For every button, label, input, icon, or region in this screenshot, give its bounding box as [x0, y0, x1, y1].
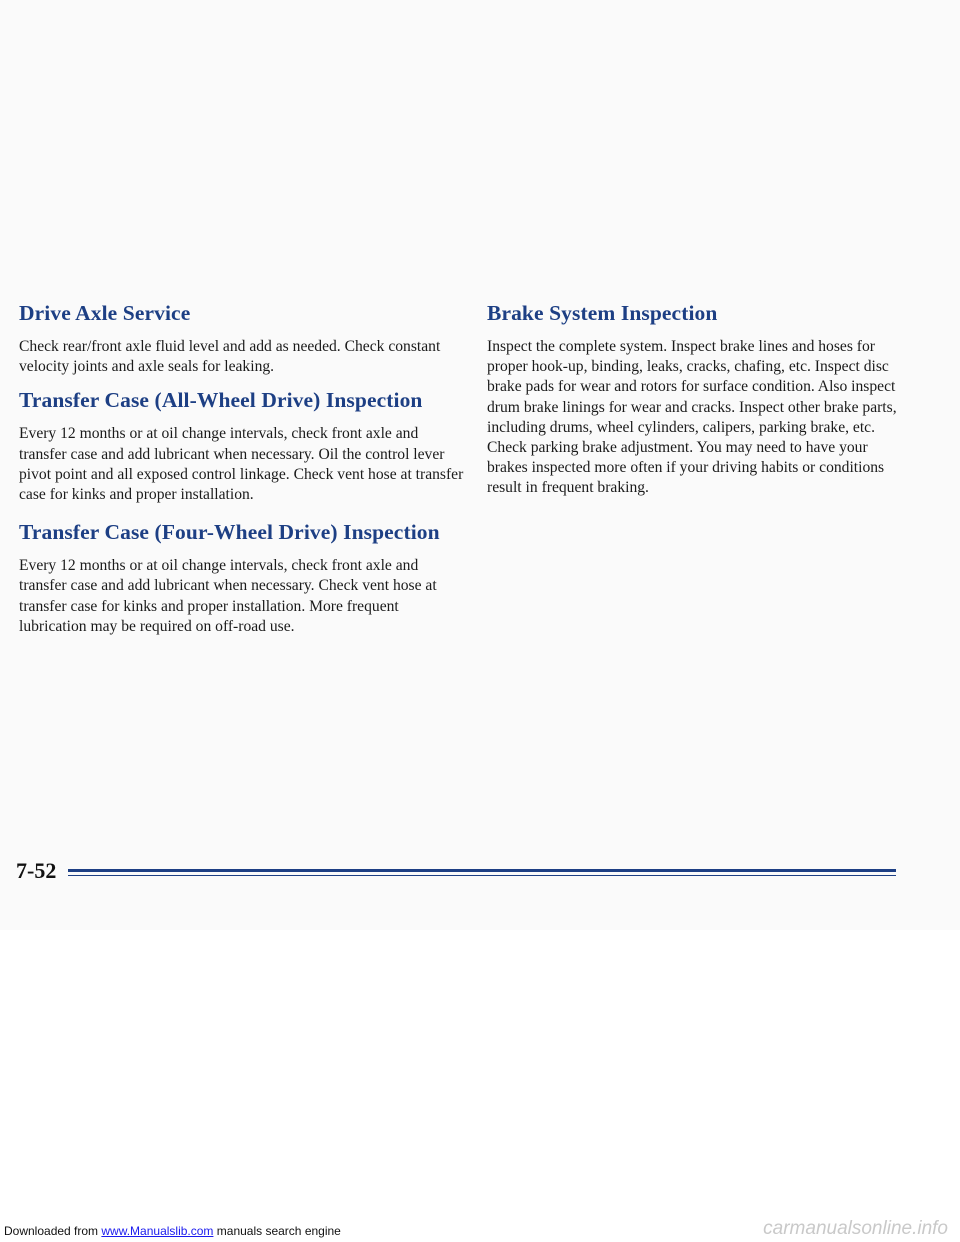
heading-transfer-case-awd: Transfer Case (All-Wheel Drive) Inspection — [19, 388, 423, 413]
heading-drive-axle-service: Drive Axle Service — [19, 301, 191, 325]
body-transfer-case-awd: Every 12 months or at oil change intervals, check front axle and transfer case and add lubricant when necessary. Oil the control lever pivot point and all exposed control linkage. Check vent hose at transfer case for kinks and proper installation. — [19, 425, 464, 504]
page-footer — [16, 856, 896, 886]
left-column — [19, 300, 464, 647]
heading-brake-system-inspection: Brake System Inspection — [487, 301, 718, 325]
download-suffix: manuals search engine — [213, 1224, 341, 1238]
section-drive-axle-service — [19, 300, 464, 377]
footer-rule-thick — [68, 869, 896, 872]
footer-rule-thin — [68, 875, 896, 876]
right-column — [487, 300, 907, 509]
section-transfer-case-awd — [19, 387, 464, 505]
watermark-logo: carmanualsonline.info — [763, 1218, 948, 1239]
heading-transfer-case-4wd: Transfer Case (Four-Wheel Drive) Inspection — [19, 520, 440, 545]
manualslib-link[interactable]: www.Manualslib.com — [101, 1224, 214, 1238]
section-brake-system-inspection — [487, 300, 907, 499]
download-prefix: Downloaded from — [4, 1224, 102, 1238]
section-transfer-case-4wd — [19, 519, 464, 637]
body-transfer-case-4wd: Every 12 months or at oil change intervals, check front axle and transfer case and add lubricant when necessary. Check vent hose at transfer case for kinks and proper installation. More frequent lubrication may be required on off-road use. — [19, 557, 437, 635]
page-number: 7-52 — [16, 858, 57, 883]
body-drive-axle-service: Check rear/front axle fluid level and add as needed. Check constant velocity joints and axle seals for leaking. — [19, 338, 441, 376]
body-brake-system-inspection: Inspect the complete system. Inspect brake lines and hoses for proper hook-up, binding, leaks, cracks, chafing, etc. Inspect disc brake pads for wear and rotors for surface condition. Also inspect drum brake linings for wear and cracks. Inspect other brake parts, including drums, wheel cylinders, calipers, parking brake, etc. Check parking brake adjustment. You may need to have your brakes inspected more often if your driving habits or conditions result in frequent braking. — [487, 338, 897, 497]
download-footer — [4, 1224, 341, 1238]
